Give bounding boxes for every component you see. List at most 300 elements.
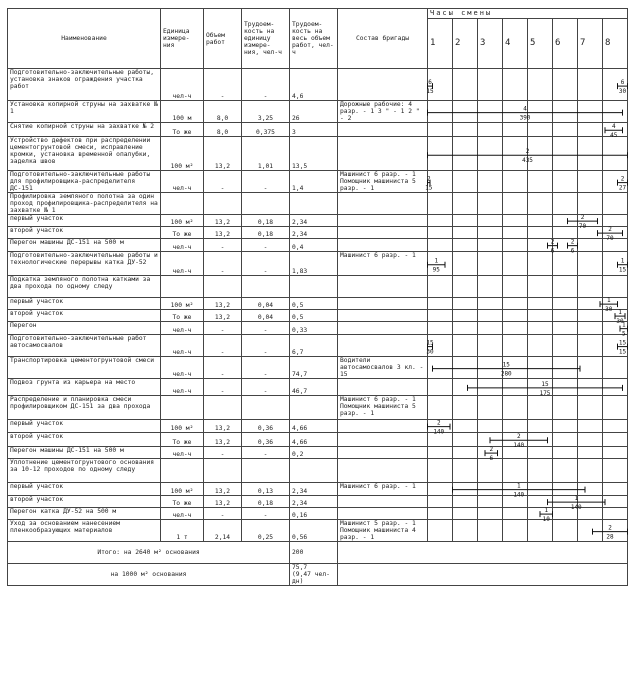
gantt-workers-label: 4 <box>611 123 616 131</box>
volume-cell: - <box>204 171 242 193</box>
gantt-workers-label: 6 <box>620 79 625 87</box>
gantt-workers-label: 1 <box>620 257 625 265</box>
crew-cell <box>338 310 428 322</box>
hour-cell <box>603 171 628 193</box>
volume-cell: - <box>204 379 242 396</box>
unit-cell: чел-ч <box>161 447 204 459</box>
hour-cell <box>528 420 553 433</box>
hour-cell <box>478 137 503 171</box>
hour-cell <box>453 433 478 447</box>
hour-cell <box>603 322 628 335</box>
operation-name: Подкатка земляного полотна катками за два прохода по одному следу <box>8 276 161 298</box>
hour-cell <box>603 276 628 298</box>
hour-cell <box>478 298 503 310</box>
hour-cell <box>528 459 553 483</box>
gantt-duration-label: 70 <box>578 223 587 231</box>
hour-cell <box>528 508 553 520</box>
volume-cell: - <box>204 252 242 276</box>
unit-cell: чел-ч <box>161 252 204 276</box>
operation-name: Распределение и планировка смеси профилировщиком ДС-151 за два прохода <box>8 396 161 420</box>
gantt-duration-label: 15 <box>618 348 627 356</box>
labor-total-cell <box>290 276 338 298</box>
gantt-duration-label: 140 <box>513 491 525 499</box>
volume-cell: 13,2 <box>204 496 242 508</box>
hour-cell <box>478 447 503 459</box>
hour-cell <box>453 420 478 433</box>
labor-total-cell: 1,83 <box>290 252 338 276</box>
hour-cell <box>478 69 503 101</box>
hour-cell <box>453 508 478 520</box>
col-header-shift-hours: Часы смены <box>428 9 628 19</box>
col-header-crew: Состав бригады <box>338 9 428 69</box>
table-row <box>8 137 628 171</box>
hour-cell <box>503 239 528 252</box>
hour-cell <box>528 310 553 322</box>
hour-cell <box>578 137 603 171</box>
operation-name: Подготовительно-заключительные работы для профилировщика-распределителя ДС-151 <box>8 171 161 193</box>
col-header-volume: Объем работ <box>204 9 242 69</box>
gantt-duration-label: 390 <box>519 114 531 122</box>
total-label-2: на 1000 м² основания <box>110 571 187 578</box>
hour-cell <box>428 69 453 101</box>
table-row <box>8 215 628 227</box>
crew-cell <box>338 276 428 298</box>
table-row <box>8 193 628 215</box>
hour-cell <box>428 447 453 459</box>
crew-cell <box>338 508 428 520</box>
gantt-workers-label: 2 <box>489 446 494 454</box>
crew-cell <box>338 420 428 433</box>
hour-cell <box>603 433 628 447</box>
hour-cell <box>553 459 578 483</box>
labor-total-cell: 0,5 <box>290 310 338 322</box>
unit-cell: То же <box>161 310 204 322</box>
operation-name: Перегон машины ДС-151 на 500 м <box>8 447 161 459</box>
labor-per-unit-cell <box>242 276 290 298</box>
hour-cell <box>603 496 628 508</box>
table-row <box>8 483 628 496</box>
hour-cell <box>578 483 603 496</box>
labor-per-unit-cell: - <box>242 447 290 459</box>
labor-total-cell: 2,34 <box>290 483 338 496</box>
labor-total-cell: 4,66 <box>290 433 338 447</box>
hour-cell <box>578 379 603 396</box>
hour-cell <box>603 69 628 101</box>
hour-cell <box>428 276 453 298</box>
hour-cell <box>478 357 503 379</box>
crew-cell <box>338 433 428 447</box>
crew-cell <box>338 335 428 357</box>
unit-cell: 100 м² <box>161 298 204 310</box>
gantt-duration-label: 140 <box>433 428 445 436</box>
hour-cell <box>428 215 453 227</box>
hour-cell <box>428 335 453 357</box>
labor-per-unit-cell <box>242 459 290 483</box>
hour-cell <box>528 69 553 101</box>
labor-per-unit-cell <box>242 396 290 420</box>
hour-cell <box>578 298 603 310</box>
labor-per-unit-cell: 0,18 <box>242 496 290 508</box>
crew-cell: Машинист 5 разр. - 1 Помощник машиниста 4 разр. - 1 <box>338 520 428 542</box>
hour-cell <box>428 322 453 335</box>
volume-cell: 13,2 <box>204 310 242 322</box>
hour-cell <box>453 379 478 396</box>
hour-cell <box>603 227 628 239</box>
operation-name: Установка копирной струны на захватке № 1 <box>8 101 161 123</box>
hour-cell <box>603 447 628 459</box>
labor-per-unit-cell: 0,04 <box>242 310 290 322</box>
hour-cell <box>428 459 453 483</box>
unit-cell <box>161 193 204 215</box>
table-row <box>8 420 628 433</box>
hour-cell <box>503 276 528 298</box>
gantt-workers-label: 4 <box>523 105 527 113</box>
labor-total-cell: 13,5 <box>290 137 338 171</box>
hour-cell <box>478 335 503 357</box>
gantt-duration-label: 6 <box>550 247 555 255</box>
crew-cell: Машинист 6 разр. - 1 <box>338 252 428 276</box>
gantt-duration-label: 30 <box>616 318 624 326</box>
hour-cell <box>503 496 528 508</box>
gantt-workers-label: 2 <box>426 175 431 183</box>
hour-cell <box>503 520 528 542</box>
volume-cell: - <box>204 357 242 379</box>
crew-cell <box>338 447 428 459</box>
operation-name: первый участок <box>8 298 161 310</box>
table-row <box>8 459 628 483</box>
total-label-row-2 <box>8 564 290 586</box>
hour-cell <box>553 193 578 215</box>
hour-cell <box>603 483 628 496</box>
table-row <box>8 276 628 298</box>
col-header-labor-per-unit: Трудоем- кость на единицу измере- ния, чел-ч <box>242 9 290 69</box>
unit-cell: чел-ч <box>161 508 204 520</box>
hour-cell <box>428 101 453 123</box>
hour-cell <box>528 335 553 357</box>
hour-cell <box>503 298 528 310</box>
hour-cell <box>528 483 553 496</box>
volume-cell <box>204 193 242 215</box>
hour-header-4: 4 <box>503 19 528 69</box>
hour-cell <box>428 483 453 496</box>
labor-total-cell: 0,56 <box>290 520 338 542</box>
hour-cell <box>453 227 478 239</box>
hour-cell <box>428 496 453 508</box>
crew-cell <box>338 137 428 171</box>
unit-cell: чел-ч <box>161 335 204 357</box>
crew-cell: Дорожные рабочие: 4 разр. - 1 3 " - 1 2 " - 2 <box>338 101 428 123</box>
hour-cell <box>453 298 478 310</box>
hour-cell <box>528 447 553 459</box>
labor-per-unit-cell: - <box>242 335 290 357</box>
hour-cell <box>478 508 503 520</box>
hour-cell <box>428 171 453 193</box>
hour-header-2: 2 <box>453 19 478 69</box>
unit-cell: 100 м² <box>161 483 204 496</box>
hour-cell <box>478 379 503 396</box>
labor-total-cell: 3 <box>290 123 338 137</box>
hour-cell <box>553 447 578 459</box>
labor-per-unit-cell: 1,01 <box>242 137 290 171</box>
hour-cell <box>603 252 628 276</box>
hour-cell <box>478 227 503 239</box>
total-value-man-days: (9,47 чел-дн) <box>292 571 330 585</box>
hour-cell <box>528 276 553 298</box>
crew-cell: Машинист 6 разр. - 1 <box>338 483 428 496</box>
gantt-workers-label: 2 <box>570 238 575 246</box>
hour-cell <box>553 69 578 101</box>
hour-cell <box>578 508 603 520</box>
hour-cell <box>553 379 578 396</box>
hour-cell <box>553 357 578 379</box>
volume-cell <box>204 396 242 420</box>
operation-name: Перегон машины ДС-151 на 500 м <box>8 239 161 252</box>
hour-cell <box>528 215 553 227</box>
gantt-workers-label: 2 <box>436 419 441 427</box>
hour-cell <box>578 447 603 459</box>
labor-total-cell: 0,33 <box>290 322 338 335</box>
hour-cell <box>528 123 553 137</box>
hour-cell <box>453 215 478 227</box>
gantt-duration-label: 6 <box>570 247 575 255</box>
hour-cell <box>553 227 578 239</box>
hour-cell <box>553 335 578 357</box>
gantt-workers-label: 15 <box>426 339 434 347</box>
labor-per-unit-cell: 0,36 <box>242 420 290 433</box>
table-row <box>8 379 628 396</box>
hour-cell <box>578 420 603 433</box>
unit-cell: 1 т <box>161 520 204 542</box>
hour-cell <box>603 239 628 252</box>
gantt-workers-label: 2 <box>525 148 530 156</box>
volume-cell: 8,0 <box>204 123 242 137</box>
volume-cell: 13,2 <box>204 137 242 171</box>
labor-total-cell: 74,7 <box>290 357 338 379</box>
labor-per-unit-cell: 0,18 <box>242 227 290 239</box>
crew-cell <box>338 215 428 227</box>
hour-cell <box>578 335 603 357</box>
volume-cell <box>204 276 242 298</box>
hour-cell <box>528 496 553 508</box>
gantt-workers-label: 15 <box>618 339 627 347</box>
hour-cell <box>578 69 603 101</box>
hour-cell <box>453 252 478 276</box>
hour-cell <box>603 459 628 483</box>
labor-per-unit-cell: 0,25 <box>242 520 290 542</box>
hour-cell <box>578 252 603 276</box>
hour-cell <box>478 276 503 298</box>
hour-cell <box>503 101 528 123</box>
gantt-duration-label: 70 <box>606 235 614 243</box>
hour-cell <box>578 101 603 123</box>
hour-header-6: 6 <box>553 19 578 69</box>
crew-cell <box>338 459 428 483</box>
unit-cell: То же <box>161 227 204 239</box>
operation-name: Подготовительно-заключительные работы, установка знаков ограждения участка работ <box>8 69 161 101</box>
unit-cell <box>161 396 204 420</box>
hour-cell <box>478 520 503 542</box>
hour-cell <box>503 459 528 483</box>
table-row <box>8 322 628 335</box>
labor-total-cell: 6,7 <box>290 335 338 357</box>
total-label-row-1 <box>8 542 290 564</box>
hour-cell <box>500 357 528 379</box>
hour-cell <box>503 215 528 227</box>
labor-total-cell: 26 <box>290 101 338 123</box>
hour-cell <box>603 123 628 140</box>
unit-cell: 100 м <box>161 101 204 123</box>
hour-header-3: 3 <box>478 19 503 69</box>
gantt-duration-label: 280 <box>500 370 512 378</box>
total-empty-2 <box>338 564 628 586</box>
unit-cell <box>161 276 204 298</box>
labor-total-cell: 4,66 <box>290 420 338 433</box>
operation-name: первый участок <box>8 215 161 227</box>
hour-cell <box>603 193 628 215</box>
labor-total-cell: 2,34 <box>290 215 338 227</box>
hour-cell <box>603 137 628 171</box>
gantt-duration-label: 45 <box>610 132 618 140</box>
table-row <box>8 227 628 239</box>
hour-cell <box>428 379 453 396</box>
col-header-unit: Единица измере- ния <box>161 9 204 69</box>
hour-cell <box>428 310 453 322</box>
volume-cell: - <box>204 508 242 520</box>
hour-cell <box>478 310 503 322</box>
hour-cell <box>603 420 628 433</box>
col-header-operation: Наименование <box>8 9 161 69</box>
hour-cell <box>578 520 603 542</box>
volume-cell: - <box>204 447 242 459</box>
volume-cell: 13,2 <box>204 483 242 496</box>
hour-cell <box>478 496 503 508</box>
unit-cell: чел-ч <box>161 239 204 252</box>
labor-per-unit-cell: 3,25 <box>242 101 290 123</box>
labor-per-unit-cell: - <box>242 379 290 396</box>
hour-cell <box>478 171 503 193</box>
hour-cell <box>503 420 528 433</box>
gantt-workers-label: 1 <box>574 495 579 503</box>
labor-total-cell <box>290 459 338 483</box>
hour-cell <box>478 101 503 123</box>
gantt-workers-label: 2 <box>620 175 625 183</box>
table-row <box>8 433 628 447</box>
total-value-per-1000: 75,7 <box>292 564 308 571</box>
total-value-1: 200 <box>290 542 338 564</box>
operation-name: Снятие копирной струны на захватке № 2 <box>8 123 161 137</box>
gantt-duration-label: 30 <box>618 88 627 96</box>
unit-cell: 100 м² <box>161 420 204 433</box>
labor-total-cell: 0,5 <box>290 298 338 310</box>
table-row <box>8 520 628 542</box>
hour-cell <box>428 239 453 252</box>
gantt-duration-label: 30 <box>426 348 434 356</box>
gantt-duration-label: 27 <box>618 184 627 192</box>
hour-cell <box>428 433 453 447</box>
hour-cell <box>478 420 503 433</box>
gantt-duration-label: 140 <box>513 442 525 450</box>
hour-cell <box>603 396 628 420</box>
hour-cell <box>603 215 628 227</box>
hour-cell <box>553 508 578 520</box>
hour-cell <box>553 420 578 433</box>
labor-per-unit-cell: - <box>242 322 290 335</box>
gantt-duration-label: 28 <box>606 533 614 541</box>
operation-name: второй участок <box>8 310 161 322</box>
hour-cell <box>603 101 628 123</box>
hour-cell <box>553 520 578 542</box>
hour-cell <box>453 447 478 459</box>
labor-total-cell <box>290 396 338 420</box>
unit-cell: чел-ч <box>161 171 204 193</box>
operation-name: второй участок <box>8 227 161 239</box>
labor-per-unit-cell: 0,13 <box>242 483 290 496</box>
hour-cell <box>603 335 628 357</box>
hour-cell <box>453 310 478 322</box>
hour-cell <box>478 483 503 496</box>
hour-cell <box>528 252 553 276</box>
hour-cell <box>528 239 553 252</box>
hour-cell <box>553 433 578 447</box>
hour-cell <box>503 335 528 357</box>
labor-per-unit-cell: 0,36 <box>242 433 290 447</box>
hour-cell <box>603 520 628 542</box>
hour-cell <box>578 227 603 239</box>
hour-cell <box>453 193 478 215</box>
unit-cell: чел-ч <box>161 357 204 379</box>
labor-per-unit-cell: 0,375 <box>242 123 290 137</box>
volume-cell: - <box>204 69 242 101</box>
volume-cell: 13,2 <box>204 420 242 433</box>
operation-name: второй участок <box>8 433 161 447</box>
gantt-workers-label: 2 <box>550 238 555 246</box>
table-row <box>8 69 628 101</box>
hour-cell <box>578 433 603 447</box>
hour-cell <box>428 298 453 310</box>
hour-cell <box>578 322 603 335</box>
hour-cell <box>453 496 478 508</box>
hour-cell <box>503 379 528 396</box>
crew-cell <box>338 193 428 215</box>
hour-cell <box>428 357 453 379</box>
table-row <box>8 239 628 252</box>
hour-cell <box>553 496 578 508</box>
operation-name: Профилировка земляного полотна за один проход профилировщика-распределителя на захватке № 1 <box>8 193 161 215</box>
table-row <box>8 252 628 276</box>
hour-cell <box>553 322 578 335</box>
labor-per-unit-cell: - <box>242 508 290 520</box>
crew-cell <box>338 298 428 310</box>
crew-cell: Машинист 6 разр. - 1 Помощник машиниста 5 разр. - 1 <box>338 171 428 193</box>
unit-cell: 100 м² <box>161 137 204 171</box>
hour-cell <box>503 123 528 137</box>
hour-cell <box>453 101 478 123</box>
hour-cell <box>478 215 503 227</box>
hour-cell <box>578 357 603 379</box>
hour-cell <box>578 239 603 252</box>
table-row <box>8 496 628 508</box>
operation-name: Перегон <box>8 322 161 335</box>
hour-cell <box>503 69 528 101</box>
gantt-duration-label: 175 <box>539 389 551 397</box>
col-header-labor-total: Трудоем- кость на весь объем работ, чел-ч <box>290 9 338 69</box>
unit-cell: То же <box>161 496 204 508</box>
total-label-1: Итого: на 2640 м² основания <box>97 549 200 556</box>
hour-cell <box>478 396 503 420</box>
hour-cell <box>553 123 578 137</box>
hour-cell <box>578 459 603 483</box>
volume-cell: 8,0 <box>204 101 242 123</box>
